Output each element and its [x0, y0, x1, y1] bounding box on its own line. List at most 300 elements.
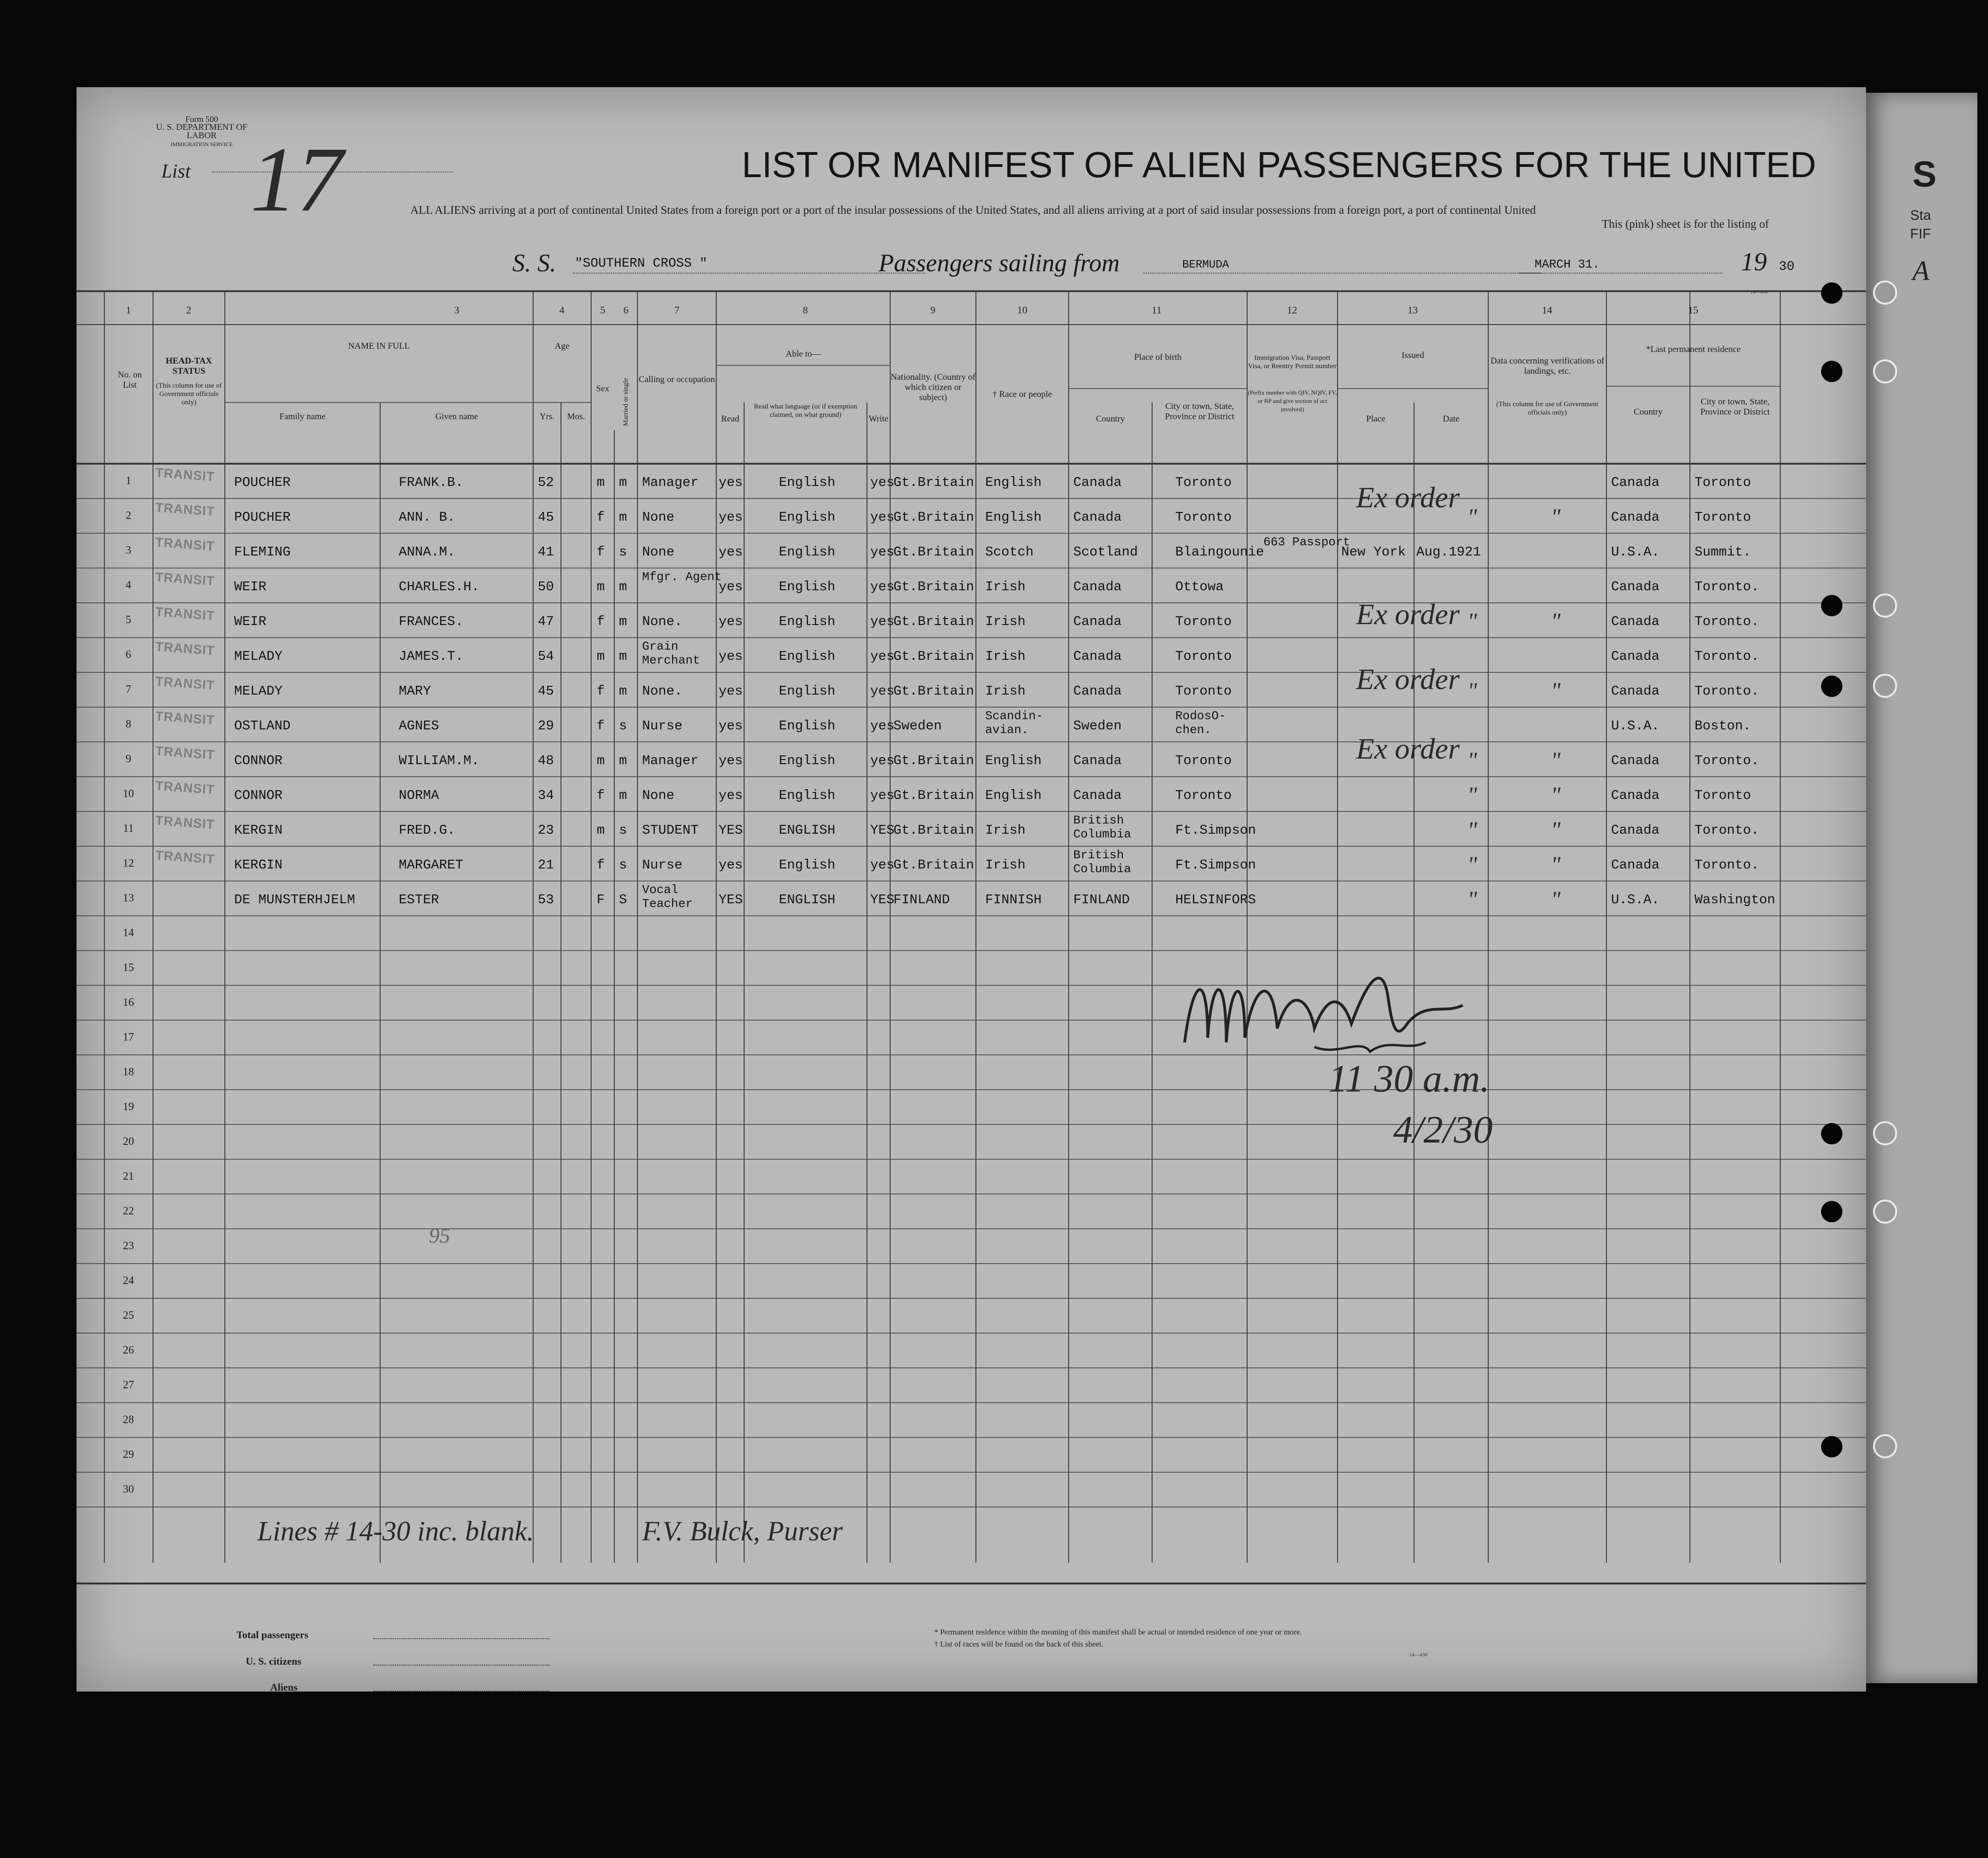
- cell-age: 41: [538, 544, 554, 560]
- cell-nat: Gt.Britain: [893, 579, 975, 594]
- binder-hole: [1821, 1201, 1842, 1222]
- ditto-mark: ": [1551, 608, 1561, 634]
- cell-idate: Aug.1921: [1416, 544, 1481, 560]
- row-number: 6: [126, 649, 131, 661]
- subtitle-line2: This (pink) sheet is for the listing of: [1602, 218, 1769, 230]
- cell-given: CHARLES.H.: [399, 579, 480, 594]
- header-calling: Calling or occupation: [638, 375, 715, 384]
- cell-age: 52: [538, 475, 554, 490]
- header-last-residence: *Last permanent residence: [1646, 345, 1741, 354]
- cell-bcountry: Canada: [1073, 683, 1122, 699]
- binder-hole-adjacent: [1873, 1434, 1897, 1458]
- row-number: 13: [123, 892, 134, 904]
- ditto-mark: ": [1467, 817, 1477, 843]
- header-birth-country: Country: [1096, 414, 1125, 424]
- cell-race: English: [985, 753, 1042, 768]
- adjacent-page-letter: S: [1912, 153, 1937, 194]
- ditto-mark: ": [1467, 677, 1477, 703]
- header-write: Write: [868, 414, 889, 424]
- cell-rcity: Toronto: [1695, 510, 1751, 525]
- cell-sex: m: [597, 649, 605, 664]
- cell-write: yes: [870, 544, 895, 560]
- footnote-races: † List of races will be found on the back of this sheet.: [934, 1640, 1103, 1648]
- row-number: 28: [123, 1414, 134, 1426]
- cell-bcity: RodosO- chen.: [1175, 709, 1226, 737]
- header-age: Age: [554, 341, 570, 351]
- cell-rcountry: Canada: [1611, 683, 1660, 699]
- column-number: 7: [674, 304, 680, 316]
- cell-age: 50: [538, 579, 554, 594]
- cell-sex: f: [597, 683, 605, 699]
- cell-ms: S: [619, 892, 627, 907]
- cell-nat: Gt.Britain: [893, 788, 975, 803]
- cell-nat: Gt.Britain: [893, 857, 975, 873]
- binder-hole-adjacent: [1873, 674, 1897, 698]
- column-number: 2: [186, 304, 191, 316]
- binder-hole: [1821, 676, 1842, 697]
- cell-given: AGNES: [399, 718, 440, 734]
- cell-rcity: Toronto.: [1695, 649, 1759, 664]
- cell-family: WEIR: [234, 579, 267, 594]
- cell-bcity: Toronto: [1175, 614, 1232, 629]
- cell-read: yes: [719, 649, 743, 664]
- form-code-small: 14—430: [1750, 289, 1768, 295]
- ss-label: S. S.: [512, 249, 556, 277]
- cell-ms: s: [619, 857, 627, 873]
- row-number: 23: [123, 1240, 134, 1252]
- manifest-title: LIST OR MANIFEST OF ALIEN PASSENGERS FOR THE UNITED: [742, 144, 1816, 185]
- binder-hole-adjacent: [1873, 1200, 1897, 1224]
- cell-age: 21: [538, 857, 554, 873]
- cell-given: FRED.G.: [399, 823, 455, 838]
- cell-rcity: Boston.: [1695, 718, 1751, 734]
- header-residence-country: Country: [1633, 407, 1663, 417]
- cell-sex: m: [597, 753, 605, 768]
- row-number: 9: [126, 753, 131, 765]
- binder-hole: [1821, 361, 1842, 382]
- column-number: 3: [454, 304, 459, 316]
- header-read-language: Read what language (or if exemption claimed, on what ground): [754, 403, 857, 419]
- row-number: 30: [123, 1483, 134, 1495]
- manifest-date: MARCH 31.: [1535, 257, 1600, 271]
- column-number: 12: [1287, 304, 1297, 316]
- cell-race: Irish: [985, 823, 1026, 838]
- cell-family: FLEMING: [234, 544, 291, 560]
- header-married-single: Married or single: [622, 377, 630, 427]
- cell-occ: None: [642, 510, 675, 525]
- row-number: 26: [123, 1344, 134, 1356]
- cell-read: yes: [719, 510, 743, 525]
- header-head-tax: HEAD-TAX STATUS: [166, 356, 212, 376]
- cell-lang: English: [779, 788, 835, 803]
- cell-bcountry: Canada: [1073, 649, 1122, 664]
- column-number: 4: [559, 304, 565, 316]
- cell-bcountry: Sweden: [1073, 718, 1122, 734]
- cell-family: WEIR: [234, 614, 267, 629]
- row-number: 18: [123, 1066, 134, 1078]
- ditto-mark: ": [1467, 608, 1477, 634]
- lines-blank-note: Lines # 14-30 inc. blank.: [257, 1516, 534, 1546]
- sailing-label: Passengers sailing from: [879, 249, 1120, 277]
- cell-rcountry: U.S.A.: [1611, 544, 1660, 560]
- cell-rcity: Toronto.: [1695, 823, 1759, 838]
- cell-ms: s: [619, 544, 627, 560]
- cell-rcountry: Canada: [1611, 510, 1660, 525]
- cell-rcity: Toronto.: [1695, 857, 1759, 873]
- cell-nat: Gt.Britain: [893, 614, 975, 629]
- cell-age: 45: [538, 510, 554, 525]
- row-number: 14: [123, 927, 134, 939]
- cell-bcity: Toronto: [1175, 683, 1232, 699]
- cell-given: NORMA: [399, 788, 440, 803]
- cell-rcountry: Canada: [1611, 614, 1660, 629]
- cell-bcountry: British Columbia: [1073, 848, 1131, 876]
- cell-read: yes: [719, 788, 743, 803]
- ship-name: "SOUTHERN CROSS ": [575, 256, 707, 271]
- cell-given: MARY: [399, 683, 431, 699]
- cell-race: Irish: [985, 857, 1026, 873]
- column-number: 6: [623, 304, 629, 316]
- cell-bcountry: Canada: [1073, 510, 1122, 525]
- footer-divider: [76, 1583, 1866, 1584]
- cell-lang: English: [779, 475, 835, 490]
- header-visa: Immigration Visa, Passport Visa, or Reentry Permit number: [1248, 354, 1337, 370]
- cell-write: YES: [870, 892, 895, 907]
- cell-lang: English: [779, 510, 835, 525]
- cell-bcountry: FINLAND: [1073, 892, 1130, 907]
- header-months: Mos.: [567, 412, 585, 421]
- ditto-mark: ": [1467, 851, 1477, 877]
- column-number: 13: [1408, 304, 1418, 316]
- cell-write: yes: [870, 614, 895, 629]
- row-number: 27: [123, 1379, 134, 1391]
- adjacent-page-letter-2: A: [1912, 255, 1930, 286]
- cell-age: 48: [538, 753, 554, 768]
- transit-stamp: TRANSIT: [155, 465, 216, 484]
- binder-hole: [1821, 1436, 1842, 1457]
- row-number: 11: [123, 823, 134, 835]
- cell-race: Scotch: [985, 544, 1034, 560]
- column-number: 14: [1542, 304, 1552, 316]
- cell-sex: m: [597, 579, 605, 594]
- cell-read: yes: [719, 614, 743, 629]
- ditto-mark: ": [1467, 504, 1477, 530]
- cell-ms: m: [619, 510, 627, 525]
- manifest-sheet: [76, 87, 1866, 1692]
- binder-hole: [1821, 595, 1842, 616]
- footer-total-line: [373, 1638, 549, 1639]
- cell-write: yes: [870, 788, 895, 803]
- annotation-ex-order-2: Ex order: [1356, 598, 1460, 631]
- header-residence-city: City or town, State, Province or District: [1700, 397, 1770, 417]
- header-sex: Sex: [596, 384, 610, 394]
- cell-family: KERGIN: [234, 857, 283, 873]
- ditto-mark: ": [1551, 817, 1561, 843]
- ditto-mark: ": [1467, 782, 1477, 808]
- header-data-concerning: Data concerning verifications of landings, etc.: [1490, 356, 1605, 376]
- year-suffix: 30: [1779, 260, 1795, 274]
- cell-rcountry: Canada: [1611, 649, 1660, 664]
- cell-family: DE MUNSTERHJELM: [234, 892, 356, 907]
- ditto-mark: ": [1551, 677, 1561, 703]
- cell-given: MARGARET: [399, 857, 464, 873]
- cell-read: yes: [719, 718, 743, 734]
- binder-hole-adjacent: [1873, 594, 1897, 618]
- ditto-mark: ": [1551, 886, 1561, 912]
- cell-nat: Sweden: [893, 718, 942, 734]
- ditto-mark: ": [1551, 747, 1561, 773]
- cell-age: 47: [538, 614, 554, 629]
- cell-given: ANNA.M.: [399, 544, 455, 560]
- cell-family: OSTLAND: [234, 718, 291, 734]
- cell-nat: Gt.Britain: [893, 510, 975, 525]
- cell-race: English: [985, 788, 1042, 803]
- annotation-ex-order-1: Ex order: [1356, 481, 1460, 514]
- cell-lang: English: [779, 683, 835, 699]
- header-years: Yrs.: [539, 412, 555, 421]
- header-read: Read: [721, 414, 739, 424]
- column-number: 1: [126, 304, 131, 316]
- row-number: 12: [123, 857, 134, 869]
- cell-lang: English: [779, 544, 835, 560]
- cell-occ: None: [642, 788, 675, 803]
- row-number: 19: [123, 1101, 134, 1113]
- cell-iplace: New York: [1341, 544, 1406, 560]
- table-grid: [76, 87, 1866, 1692]
- header-head-tax-note: (This column for use of Government officials only): [156, 382, 222, 406]
- cell-given: FRANK.B.: [399, 475, 464, 490]
- cell-lang: English: [779, 753, 835, 768]
- cell-race: Irish: [985, 579, 1026, 594]
- cell-ms: m: [619, 683, 627, 699]
- year-prefix: 19: [1741, 248, 1767, 276]
- cell-race: Irish: [985, 683, 1026, 699]
- row-number: 7: [126, 683, 131, 696]
- footer-form-code: 14—430: [1409, 1652, 1427, 1658]
- cell-occ: None.: [642, 614, 683, 629]
- row-number: 20: [123, 1136, 134, 1148]
- cell-bcity: Toronto: [1175, 510, 1232, 525]
- cell-occ: None: [642, 544, 675, 560]
- cell-race: Scandin- avian.: [985, 709, 1043, 737]
- cell-given: JAMES.T.: [399, 649, 464, 664]
- cell-nat: Gt.Britain: [893, 649, 975, 664]
- row-number: 15: [123, 962, 134, 974]
- cell-race: FINNISH: [985, 892, 1042, 907]
- cell-given: WILLIAM.M.: [399, 753, 480, 768]
- cell-race: English: [985, 510, 1042, 525]
- row-number: 1: [126, 475, 131, 487]
- ditto-mark: ": [1551, 504, 1561, 530]
- list-number: 17: [250, 128, 343, 231]
- binder-hole-adjacent: [1873, 359, 1897, 383]
- pencil-mark: 95: [429, 1224, 450, 1247]
- cell-family: CONNOR: [234, 788, 283, 803]
- column-number: 15: [1688, 304, 1698, 316]
- cell-bcity: Ottowa: [1175, 579, 1224, 594]
- header-able-to: Able to—: [785, 349, 821, 359]
- column-number: 8: [803, 304, 808, 316]
- cell-lang: English: [779, 718, 835, 734]
- cell-rcountry: Canada: [1611, 857, 1660, 873]
- transit-stamp: TRANSIT: [155, 604, 216, 623]
- cell-nat: Gt.Britain: [893, 544, 975, 560]
- header-race: † Race or people: [992, 389, 1052, 399]
- footer-aliens-line: [373, 1691, 549, 1692]
- cell-read: yes: [719, 579, 743, 594]
- cell-given: ESTER: [399, 892, 440, 907]
- cell-ms: s: [619, 823, 627, 838]
- cell-rcountry: Canada: [1611, 579, 1660, 594]
- row-number: 29: [123, 1449, 134, 1461]
- cell-rcity: Toronto: [1695, 475, 1751, 490]
- cell-sex: f: [597, 788, 605, 803]
- cell-bcountry: Canada: [1073, 788, 1122, 803]
- cell-bcountry: Canada: [1073, 614, 1122, 629]
- cell-sex: f: [597, 614, 605, 629]
- cell-read: yes: [719, 475, 743, 490]
- cell-occ: Manager: [642, 475, 699, 490]
- row-number: 21: [123, 1170, 134, 1182]
- transit-stamp: TRANSIT: [155, 743, 216, 762]
- cell-bcity: Toronto: [1175, 788, 1232, 803]
- cell-given: ANN. B.: [399, 510, 455, 525]
- transit-stamp: TRANSIT: [155, 639, 216, 658]
- cell-family: MELADY: [234, 683, 283, 699]
- cell-write: yes: [870, 683, 895, 699]
- row-number: 3: [126, 544, 131, 556]
- transit-stamp: TRANSIT: [155, 778, 216, 797]
- cell-bcity: HELSINFORS: [1175, 892, 1256, 907]
- cell-nat: FINLAND: [893, 892, 950, 907]
- cell-write: yes: [870, 753, 895, 768]
- cell-sex: m: [597, 475, 605, 490]
- list-label: List: [161, 161, 191, 182]
- row-number: 8: [126, 718, 131, 730]
- binder-hole-adjacent: [1873, 1121, 1897, 1145]
- departure-port: BERMUDA: [1182, 259, 1229, 271]
- transit-stamp: TRANSIT: [155, 535, 216, 554]
- cell-age: 53: [538, 892, 554, 907]
- cell-rcity: Toronto.: [1695, 753, 1759, 768]
- row-number: 17: [123, 1031, 134, 1043]
- ditto-mark: ": [1551, 782, 1561, 808]
- cell-ms: m: [619, 579, 627, 594]
- form-number: Form 500: [185, 115, 218, 124]
- cell-family: MELADY: [234, 649, 283, 664]
- header-birth-city: City or town, State, Province or District: [1165, 402, 1235, 421]
- cell-lang: English: [779, 649, 835, 664]
- cell-read: yes: [719, 544, 743, 560]
- cell-bcity: Toronto: [1175, 649, 1232, 664]
- cell-age: 29: [538, 718, 554, 734]
- cell-sex: F: [597, 892, 605, 907]
- cell-rcity: Toronto: [1695, 788, 1751, 803]
- cell-lang: English: [779, 579, 835, 594]
- row-number: 4: [126, 579, 131, 591]
- ditto-mark: ": [1467, 747, 1477, 773]
- cell-ms: m: [619, 753, 627, 768]
- cell-age: 23: [538, 823, 554, 838]
- cell-rcity: Toronto.: [1695, 683, 1759, 699]
- cell-age: 54: [538, 649, 554, 664]
- cell-nat: Gt.Britain: [893, 823, 975, 838]
- column-number: 9: [930, 304, 936, 316]
- cell-bcountry: Canada: [1073, 475, 1122, 490]
- row-number: 25: [123, 1309, 134, 1322]
- header-place-of-birth: Place of birth: [1134, 352, 1182, 362]
- cell-write: yes: [870, 649, 895, 664]
- cell-rcity: Toronto.: [1695, 579, 1759, 594]
- cell-age: 45: [538, 683, 554, 699]
- column-number: 11: [1152, 304, 1162, 316]
- row-number: 2: [126, 510, 131, 522]
- cell-bcity: Toronto: [1175, 475, 1232, 490]
- cell-ms: s: [619, 718, 627, 734]
- header-issued-date: Date: [1443, 414, 1459, 424]
- header-family-name: Family name: [279, 412, 326, 421]
- cell-bcountry: British Columbia: [1073, 813, 1131, 841]
- annotation-ex-order-4: Ex order: [1356, 732, 1460, 765]
- header-no-on-list: No. on List: [118, 370, 142, 390]
- cell-occ: None.: [642, 683, 683, 699]
- row-number: 10: [123, 788, 134, 800]
- footer-citizens-line: [373, 1665, 549, 1666]
- cell-occ: Grain Merchant: [642, 639, 700, 667]
- cell-ms: m: [619, 788, 627, 803]
- cell-nat: Gt.Britain: [893, 683, 975, 699]
- cell-lang: ENGLISH: [779, 892, 835, 907]
- cell-read: YES: [719, 823, 743, 838]
- cell-family: KERGIN: [234, 823, 283, 838]
- footer-total-label: Total passengers: [236, 1629, 309, 1641]
- cell-rcountry: U.S.A.: [1611, 892, 1660, 907]
- cell-rcountry: Canada: [1611, 788, 1660, 803]
- cell-family: POUCHER: [234, 510, 291, 525]
- cell-bcountry: Scotland: [1073, 544, 1138, 560]
- cell-write: YES: [870, 823, 895, 838]
- cell-rcountry: U.S.A.: [1611, 718, 1660, 734]
- cell-write: yes: [870, 510, 895, 525]
- cell-bcountry: Canada: [1073, 579, 1122, 594]
- footer-citizens-label: U. S. citizens: [246, 1655, 301, 1667]
- row-number: 16: [123, 996, 134, 1009]
- header-nationality: Nationality. (Country of which citizen or subject): [891, 372, 975, 402]
- cell-given: FRANCES.: [399, 614, 464, 629]
- cell-occ: Nurse: [642, 857, 683, 873]
- transit-stamp: TRANSIT: [155, 500, 216, 519]
- header-name-in-full: NAME IN FULL: [348, 341, 410, 351]
- cell-read: YES: [719, 892, 743, 907]
- cell-rcity: Summit.: [1695, 544, 1751, 560]
- cell-lang: ENGLISH: [779, 823, 835, 838]
- cell-bcity: Blaingounie: [1175, 544, 1264, 560]
- cell-lang: English: [779, 614, 835, 629]
- transit-stamp: TRANSIT: [155, 813, 216, 832]
- cell-read: yes: [719, 753, 743, 768]
- cell-sex: m: [597, 823, 605, 838]
- header-given-name: Given name: [435, 412, 478, 421]
- transit-stamp: TRANSIT: [155, 848, 216, 867]
- cell-read: yes: [719, 683, 743, 699]
- cell-sex: f: [597, 510, 605, 525]
- cell-visa: 663 Passport: [1263, 535, 1351, 549]
- column-number: 5: [600, 304, 605, 316]
- inspector-time: 11 30 a.m.: [1328, 1057, 1490, 1100]
- subtitle-line1: ALL ALIENS arriving at a port of continental United States from a foreign port or a port of the insular possessions of the United States, and all aliens arriving at a port of said insular possessions from a foreign port, a port of continental United: [410, 204, 1536, 217]
- row-number: 22: [123, 1205, 134, 1217]
- header-issued: Issued: [1402, 351, 1424, 360]
